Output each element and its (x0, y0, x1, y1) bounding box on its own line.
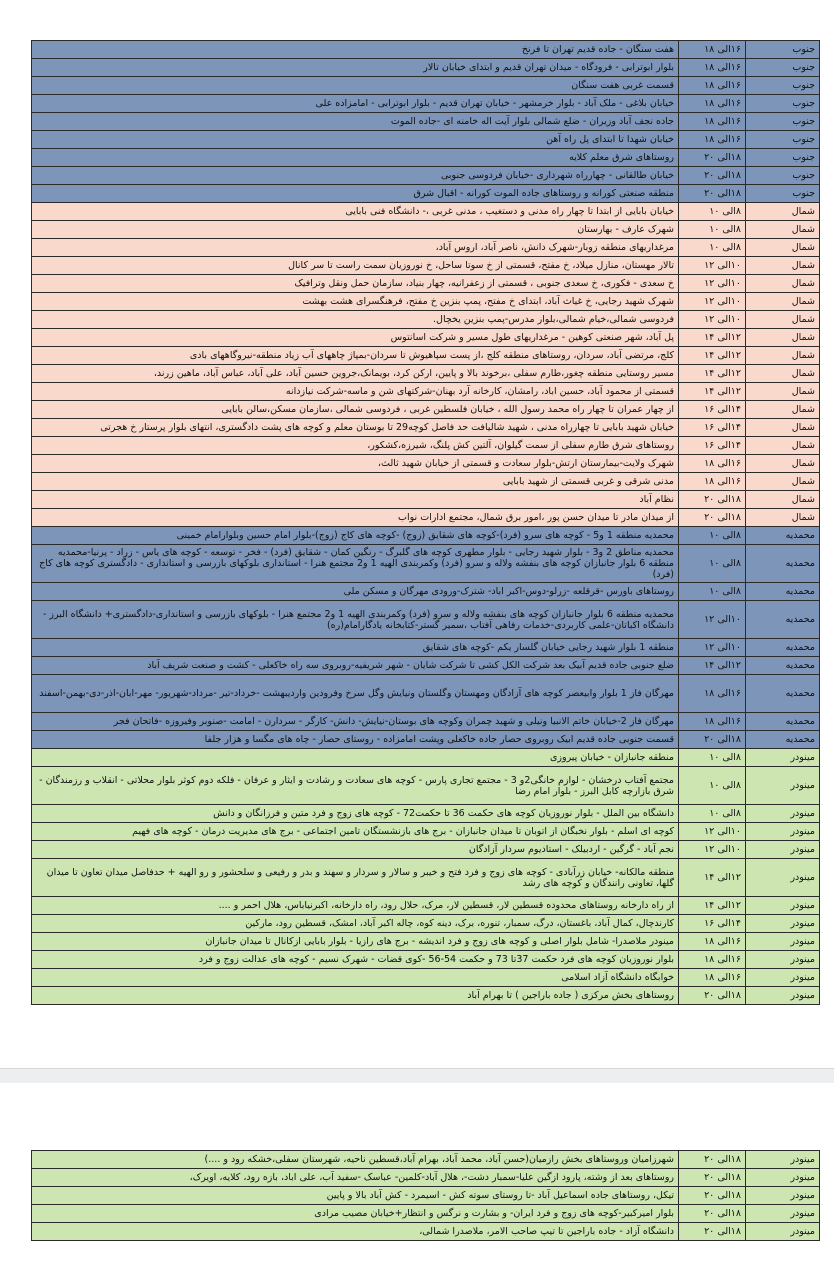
region-cell: جنوب (746, 113, 820, 131)
time-slot-cell: ۱۶الی ۱۸ (679, 131, 746, 149)
region-cell: شمال (746, 293, 820, 311)
table-row (32, 329, 820, 347)
time-slot-cell: ۱۰الی ۱۲ (679, 601, 746, 639)
region-cell: محمدیه (746, 731, 820, 749)
table-row (32, 59, 820, 77)
affected-areas-cell: مهرگان فاز 2-خیابان خاتم الانبیا ونیلی و شهید چمران وکوچه های بوستان-نیایش- دانش- کارگر - سردارن - امامت -صنوبر وفیروزه -فاتحان فجر (32, 713, 679, 731)
time-slot-cell: ۱۶الی ۱۸ (679, 77, 746, 95)
affected-areas-cell: هفت سنگان - جاده قدیم تهران تا فرنخ (32, 41, 679, 59)
table-row (32, 915, 820, 933)
region-cell: شمال (746, 203, 820, 221)
time-slot-cell: ۱۸الی ۲۰ (679, 1151, 746, 1169)
affected-areas-cell: قسمت جنوبی جاده قدیم ابیک روبروی حصار جاده خاکعلی وپشت امامزاده - روستای حصار - چاه های مگسا و هزار جلفا (32, 731, 679, 749)
region-cell: شمال (746, 275, 820, 293)
affected-areas-cell: منطقه 1 بلوار شهید رجایی خیابان گلسار یکم -کوچه های شقایق (32, 639, 679, 657)
table-row (32, 131, 820, 149)
table-row (32, 933, 820, 951)
region-cell: شمال (746, 365, 820, 383)
table-row (32, 527, 820, 545)
table-row (32, 713, 820, 731)
affected-areas-cell: بلوار امیرکبیر-کوچه های زوج و فرد ایران- و بشارت و نرگس و انتظار+خیابان مصیب مرادی (32, 1205, 679, 1223)
affected-areas-cell: ضلع جنوبی جاده قدیم آبیک بعد شرکت الکل کشی تا شرکت شایان - شهر شریفیه-روبروی سه راه خاکعلی - کشت و صنعت شریف آباد (32, 657, 679, 675)
affected-areas-cell: منطقه جانبازان - خیابان پیروزی (32, 749, 679, 767)
table-row (32, 473, 820, 491)
affected-areas-cell: کوچه ای اسلم - بلوار نخبگان از اتوبان تا میدان جانبازان - برج های بازنشستگان تامین اجتماعی - برج های مدیریت درمان - کوچه های فهیم (32, 823, 679, 841)
region-cell: محمدیه (746, 657, 820, 675)
region-cell: جنوب (746, 149, 820, 167)
table-row (32, 293, 820, 311)
region-cell: مینودر (746, 1187, 820, 1205)
affected-areas-cell: خیابان بلاغی - ملک آباد - بلوار خرمشهر - خیابان تهران قدیم - بلوار ابوترابی - امامزاده علی (32, 95, 679, 113)
table-row (32, 897, 820, 915)
region-cell: شمال (746, 419, 820, 437)
time-slot-cell: ۸الی ۱۰ (679, 239, 746, 257)
affected-areas-cell: محمدیه مناطق 2 و3 - بلوار شهید رجایی - بلوار مطهری کوچه های گلبرگ - رنگین کمان - شقایق (فرد) - فخر - توسعه - کوچه های یاس - زراد - پرنیا-محمدیه منطقه 6 بلوار جانبازان کوچه های بنفشه ولاله و سرو (فرد) وکمربندی الهیه 1 و2 مجتمع هنرا - استانداری بلوکهای بازرسی و استانداری - دادگستری کوچه های کاج (فرد) (32, 545, 679, 583)
affected-areas-cell: خ سعدی - فکوری، خ سعدی جنوبی ، قسمتی از زعفرانیه، چهار بنیاد، سازمان حمل ونقل وترافیک (32, 275, 679, 293)
page-break (0, 1068, 834, 1084)
region-cell: مینودر (746, 933, 820, 951)
time-slot-cell: ۱۸الی ۲۰ (679, 987, 746, 1005)
table-row (32, 749, 820, 767)
affected-areas-cell: روستاهای شرق طارم سفلی از سمت گیلوان، آلتین کش پلنگ، شیرزه،کشکور، (32, 437, 679, 455)
region-cell: محمدیه (746, 639, 820, 657)
region-cell: شمال (746, 383, 820, 401)
time-slot-cell: ۸الی ۱۰ (679, 805, 746, 823)
affected-areas-cell: دانشگاه آزاد - جاده باراجین تا تیپ صاحب الامر، ملاصدرا شمالی، (32, 1223, 679, 1241)
affected-areas-cell: مرغداریهای منطقه زوبار-شهرک دانش، ناصر آباد، اروس آباد، (32, 239, 679, 257)
time-slot-cell: ۱۸الی ۲۰ (679, 731, 746, 749)
outage-schedule-table (31, 40, 820, 1005)
region-cell: شمال (746, 473, 820, 491)
region-cell: محمدیه (746, 675, 820, 713)
table-row (32, 657, 820, 675)
region-cell: مینودر (746, 841, 820, 859)
table-row (32, 1205, 820, 1223)
table-row (32, 767, 820, 805)
affected-areas-cell: خیابان شهید بابایی تا چهارراه مدنی ، شهید شالیافت حد فاصل کوچه29 تا بوستان معلم و کوچه های پشت دادگستری، انتهای بلوار پرستار خ هجرتی (32, 419, 679, 437)
affected-areas-cell: بلوار ابوترابی - فرودگاه - میدان تهران قدیم و ابتدای خیابان تالار (32, 59, 679, 77)
affected-areas-cell: تالار مهستان، منازل میلاد، خ مفتح، قسمتی از خ سوتا ساحل، خ نوروزیان سمت راست تا سر کانال (32, 257, 679, 275)
region-cell: مینودر (746, 915, 820, 933)
time-slot-cell: ۱۰الی ۱۲ (679, 841, 746, 859)
time-slot-cell: ۱۲الی ۱۴ (679, 897, 746, 915)
time-slot-cell: ۱۴الی ۱۶ (679, 401, 746, 419)
region-cell: جنوب (746, 95, 820, 113)
time-slot-cell: ۱۸الی ۲۰ (679, 1223, 746, 1241)
time-slot-cell: ۱۰الی ۱۲ (679, 639, 746, 657)
affected-areas-cell: روستاهای باورس -قرقلعه -زرلو-دوس-اکبر اباد- شترک-ورودی مهرگان و مسکن ملی (32, 583, 679, 601)
table-row (32, 509, 820, 527)
table-row (32, 951, 820, 969)
table-row (32, 987, 820, 1005)
region-cell: مینودر (746, 823, 820, 841)
time-slot-cell: ۱۰الی ۱۲ (679, 257, 746, 275)
table-row (32, 239, 820, 257)
time-slot-cell: ۱۰الی ۱۲ (679, 293, 746, 311)
time-slot-cell: ۱۶الی ۱۸ (679, 95, 746, 113)
affected-areas-cell: شهرک ولایت-بیمارستان ارتش-بلوار سعادت و قسمتی از خیابان شهید ثالث، (32, 455, 679, 473)
time-slot-cell: ۱۲الی ۱۴ (679, 657, 746, 675)
time-slot-cell: ۱۸الی ۲۰ (679, 1187, 746, 1205)
region-cell: محمدیه (746, 601, 820, 639)
table-row (32, 731, 820, 749)
table-row (32, 221, 820, 239)
affected-areas-cell: پل آباد، شهر صنعتی کوهین - مرغداریهای طول مسیر و شرکت اسانتوس (32, 329, 679, 347)
time-slot-cell: ۱۸الی ۲۰ (679, 509, 746, 527)
region-cell: مینودر (746, 1169, 820, 1187)
time-slot-cell: ۸الی ۱۰ (679, 527, 746, 545)
region-cell: شمال (746, 509, 820, 527)
table-row (32, 77, 820, 95)
time-slot-cell: ۸الی ۱۰ (679, 583, 746, 601)
table-row (32, 401, 820, 419)
affected-areas-cell: کارندچال، کمال آباد، باغستان، درگ، سمبار، تنوره، برک، دینه کوه، چاله اکبر آباد، امشک، قسطین رود، مارکین (32, 915, 679, 933)
time-slot-cell: ۱۶الی ۱۸ (679, 473, 746, 491)
time-slot-cell: ۱۶الی ۱۸ (679, 933, 746, 951)
region-cell: مینودر (746, 1223, 820, 1241)
region-cell: شمال (746, 239, 820, 257)
time-slot-cell: ۱۶الی ۱۸ (679, 713, 746, 731)
affected-areas-cell: تیکل، روستاهای جاده اسماعیل آباد -تا روستای سوته کش - اسیمرد - کش آباد بالا و پایین (32, 1187, 679, 1205)
table-row (32, 1151, 820, 1169)
table-row (32, 545, 820, 583)
affected-areas-cell: از میدان مادر تا میدان حسن پور ،امور برق شمال، مجتمع ادارات نواب (32, 509, 679, 527)
affected-areas-cell: جاده نجف آباد وزیران - ضلع شمالی بلوار آیت اله خامنه ای -جاده الموت (32, 113, 679, 131)
time-slot-cell: ۸الی ۱۰ (679, 749, 746, 767)
schedule-page-2 (0, 1083, 834, 1280)
table-row (32, 823, 820, 841)
time-slot-cell: ۱۸الی ۲۰ (679, 1169, 746, 1187)
region-cell: جنوب (746, 77, 820, 95)
table-row (32, 675, 820, 713)
time-slot-cell: ۱۶الی ۱۸ (679, 675, 746, 713)
table-row (32, 365, 820, 383)
region-cell: شمال (746, 455, 820, 473)
affected-areas-cell: مهرگان فاز 1 بلوار وابیعصر کوچه های آزادگان ومهستان وگلستان ونیایش وگل سرخ وفرودین واردیبهشت -خرداد-تیر -مرداد-شهریور- مهر-ابان-اذر-دی-بهمن-اسفند (32, 675, 679, 713)
affected-areas-cell: نجم آباد - گرگین - اردبیلک - استادیوم سردار آزادگان (32, 841, 679, 859)
affected-areas-cell: منطقه مالکانه- خیابان زرآبادی - کوچه های زوج و فرد فتح و خیبر و سالار و سردار و سهند و بدر و رفیعی و سلحشور و رو الهیه + حدفاصل میدان تعاون تا میدان گلها، تعاونی رانندگان و کوچه های رشد (32, 859, 679, 897)
region-cell: محمدیه (746, 545, 820, 583)
table-row (32, 969, 820, 987)
time-slot-cell: ۱۸الی ۲۰ (679, 185, 746, 203)
region-cell: شمال (746, 401, 820, 419)
table-row (32, 311, 820, 329)
affected-areas-cell: بلوار نوروزیان کوچه های فرد حکمت 37تا 73 و حکمت 54-56 -کوی قضات - شهرک نسیم - کوچه های عدالت زوج و فرد (32, 951, 679, 969)
table-row (32, 1187, 820, 1205)
affected-areas-cell: خیابان بابایی از ابتدا تا چهار راه مدنی و دستغیب ، مدنی غربی ،- دانشگاه فنی بابایی (32, 203, 679, 221)
region-cell: جنوب (746, 41, 820, 59)
affected-areas-cell: دانشگاه بین الملل - بلوار نوروزیان کوچه های حکمت 36 تا حکمت72 - کوچه های زوج و فرد متین و فرزانگان و دانش (32, 805, 679, 823)
region-cell: جنوب (746, 131, 820, 149)
affected-areas-cell: از راه دارخانه روستاهای محدوده قسطین لار، قسطین لار، مرک، حلال رود، راه دارخانه، اکبرنیاباس، هلال احمر و .... (32, 897, 679, 915)
region-cell: مینودر (746, 767, 820, 805)
time-slot-cell: ۱۰الی ۱۲ (679, 275, 746, 293)
time-slot-cell: ۱۸الی ۲۰ (679, 149, 746, 167)
region-cell: مینودر (746, 897, 820, 915)
affected-areas-cell: قسمتی از محمود آباد، حسین اباد، رامشان، کارخانه آرد بهنان-شرکتهای شن و ماسه-شرکت نیازدانه (32, 383, 679, 401)
table-row (32, 639, 820, 657)
table-row (32, 347, 820, 365)
table-row (32, 41, 820, 59)
affected-areas-cell: قسمت غربی هفت سنگان (32, 77, 679, 95)
table-row (32, 841, 820, 859)
region-cell: شمال (746, 329, 820, 347)
affected-areas-cell: نظام آباد (32, 491, 679, 509)
time-slot-cell: ۸الی ۱۰ (679, 767, 746, 805)
time-slot-cell: ۸الی ۱۰ (679, 221, 746, 239)
time-slot-cell: ۱۶الی ۱۸ (679, 455, 746, 473)
affected-areas-cell: خیابان شهدا تا ابتدای پل راه آهن (32, 131, 679, 149)
region-cell: محمدیه (746, 583, 820, 601)
table-row (32, 1169, 820, 1187)
region-cell: جنوب (746, 59, 820, 77)
table-row (32, 113, 820, 131)
region-cell: مینودر (746, 749, 820, 767)
region-cell: مینودر (746, 969, 820, 987)
time-slot-cell: ۱۴الی ۱۶ (679, 915, 746, 933)
time-slot-cell: ۱۶الی ۱۸ (679, 113, 746, 131)
region-cell: جنوب (746, 185, 820, 203)
affected-areas-cell: منطقه صنعتی کورانه و روستاهای جاده الموت کورانه - اقبال شرق (32, 185, 679, 203)
region-cell: شمال (746, 311, 820, 329)
region-cell: مینودر (746, 859, 820, 897)
affected-areas-cell: خوابگاه دانشگاه آزاد اسلامی (32, 969, 679, 987)
time-slot-cell: ۱۲الی ۱۴ (679, 859, 746, 897)
table-row (32, 149, 820, 167)
table-row (32, 805, 820, 823)
region-cell: شمال (746, 491, 820, 509)
table-row (32, 257, 820, 275)
region-cell: شمال (746, 221, 820, 239)
time-slot-cell: ۱۲الی ۱۴ (679, 329, 746, 347)
time-slot-cell: ۱۲الی ۱۴ (679, 347, 746, 365)
region-cell: مینودر (746, 951, 820, 969)
region-cell: مینودر (746, 1151, 820, 1169)
region-cell: محمدیه (746, 527, 820, 545)
affected-areas-cell: کلج، مرتضی آباد، سردان، روستاهای منطقه کلج ،از پست سپاهیوش تا سردان-بمپاژ چاههای آب زیاد منطقه-نیروگاههای بادی (32, 347, 679, 365)
time-slot-cell: ۱۴الی ۱۶ (679, 437, 746, 455)
table-row (32, 583, 820, 601)
region-cell: محمدیه (746, 713, 820, 731)
table-row (32, 167, 820, 185)
region-cell: شمال (746, 347, 820, 365)
table-row (32, 437, 820, 455)
table-row (32, 275, 820, 293)
time-slot-cell: ۱۰الی ۱۲ (679, 311, 746, 329)
outage-schedule-table-continued (31, 1150, 820, 1241)
table-row (32, 185, 820, 203)
time-slot-cell: ۱۶الی ۱۸ (679, 951, 746, 969)
time-slot-cell: ۸الی ۱۰ (679, 545, 746, 583)
table-row (32, 455, 820, 473)
region-cell: مینودر (746, 805, 820, 823)
time-slot-cell: ۱۰الی ۱۲ (679, 823, 746, 841)
affected-areas-cell: از چهار عمران تا چهار راه محمد رسول الله ، خیابان فلسطین غربی ، فردوسی شمالی ،سازمان مسکن،سالن بابایی (32, 401, 679, 419)
time-slot-cell: ۱۲الی ۱۴ (679, 383, 746, 401)
time-slot-cell: ۱۴الی ۱۶ (679, 419, 746, 437)
affected-areas-cell: شهرک شهید رجایی، خ غیاث آباد، ابتدای خ مفتح، پمپ بنزین خ مفتح، فرهنگسرای هشت بهشت (32, 293, 679, 311)
region-cell: شمال (746, 437, 820, 455)
table-row (32, 601, 820, 639)
affected-areas-cell: شهرزامیان وروستاهای بخش رازمیان(حسن آباد، محمد آباد، بهرام آباد،قسطین ناحیه، شهرستان سفلی،خشکه رود و ....) (32, 1151, 679, 1169)
time-slot-cell: ۱۲الی ۱۴ (679, 365, 746, 383)
region-cell: شمال (746, 257, 820, 275)
time-slot-cell: ۱۶الی ۱۸ (679, 59, 746, 77)
table-row (32, 859, 820, 897)
affected-areas-cell: فردوسی شمالی،خیام شمالی،بلوار مدرس-پمپ بنزین یخچال. (32, 311, 679, 329)
region-cell: مینودر (746, 1205, 820, 1223)
table-row (32, 419, 820, 437)
affected-areas-cell: روستاهای بعد از وشته، پارود ازگین علیا-سمبار دشت-، هلال آباد-کلمین- عباسک -سفید آب، علی اباد، بازه رود، کلایه، اویرک، (32, 1169, 679, 1187)
table-row (32, 383, 820, 401)
affected-areas-cell: شهرک عارف - بهارستان (32, 221, 679, 239)
region-cell: مینودر (746, 987, 820, 1005)
time-slot-cell: ۱۶الی ۱۸ (679, 969, 746, 987)
affected-areas-cell: مدنی شرقی و غربی قسمتی از شهید بابایی (32, 473, 679, 491)
region-cell: جنوب (746, 167, 820, 185)
affected-areas-cell: روستاهای بخش مرکزی ( جاده باراجین ) تا بهرام آباد (32, 987, 679, 1005)
affected-areas-cell: مجتمع آفتاب درخشان - لوازم خانگی2و 3 - مجتمع تجاری پارس - کوچه های سعادت و رشادت و ایثار و عرفان - فلکه دوم کوثر بلوار محلاتی - انقلاب و رزمندگان - شرق بازارچه کابل البرز - بلوار امام رضا (32, 767, 679, 805)
time-slot-cell: ۱۶الی ۱۸ (679, 41, 746, 59)
affected-areas-cell: روستاهای شرق معلم کلایه (32, 149, 679, 167)
table-row (32, 491, 820, 509)
table-row (32, 203, 820, 221)
affected-areas-cell: محمدیه منطقه 6 بلوار جانبازان کوچه های بنفشه ولاله و سرو (فرد) وکمربندی الهیه 1 و2 مجتمع هنرا - بلوکهای بازرسی و استانداری-دادگستری+ دانشگاه البرز - دانشگاه اکباتان-علمی کاربردی-خدمات رفاهی آفتاب ،سمیر گستر-کتابخانه یادگارامام(ره) (32, 601, 679, 639)
affected-areas-cell: محمدیه منطقه 1 و5 - کوچه های سرو (فرد)-کوچه های شقایق (زوج) -کوچه های کاج (زوج)-بلوار امام حسین وبلوارامام خمینی (32, 527, 679, 545)
time-slot-cell: ۱۸الی ۲۰ (679, 1205, 746, 1223)
table-row (32, 1223, 820, 1241)
time-slot-cell: ۱۸الی ۲۰ (679, 167, 746, 185)
affected-areas-cell: خیابان طالقانی - چهارراه شهرداری -خیابان فردوسی جنوبی (32, 167, 679, 185)
time-slot-cell: ۱۸الی ۲۰ (679, 491, 746, 509)
affected-areas-cell: مینودر ملاصدرا- شامل بلوار اصلی و کوچه های زوج و فرد اندیشه - برج های رازیا - بلوار بابایی ازکانال تا میدان جانبازان (32, 933, 679, 951)
affected-areas-cell: مسیر روستایی منطقه چغور،طارم سفلی ،برخوند بالا و پایین، ارکن کرد، بویمانک،جروین حسین آباد، علی آباد، عباس آباد، ماهین زرند، (32, 365, 679, 383)
table-row (32, 95, 820, 113)
time-slot-cell: ۸الی ۱۰ (679, 203, 746, 221)
